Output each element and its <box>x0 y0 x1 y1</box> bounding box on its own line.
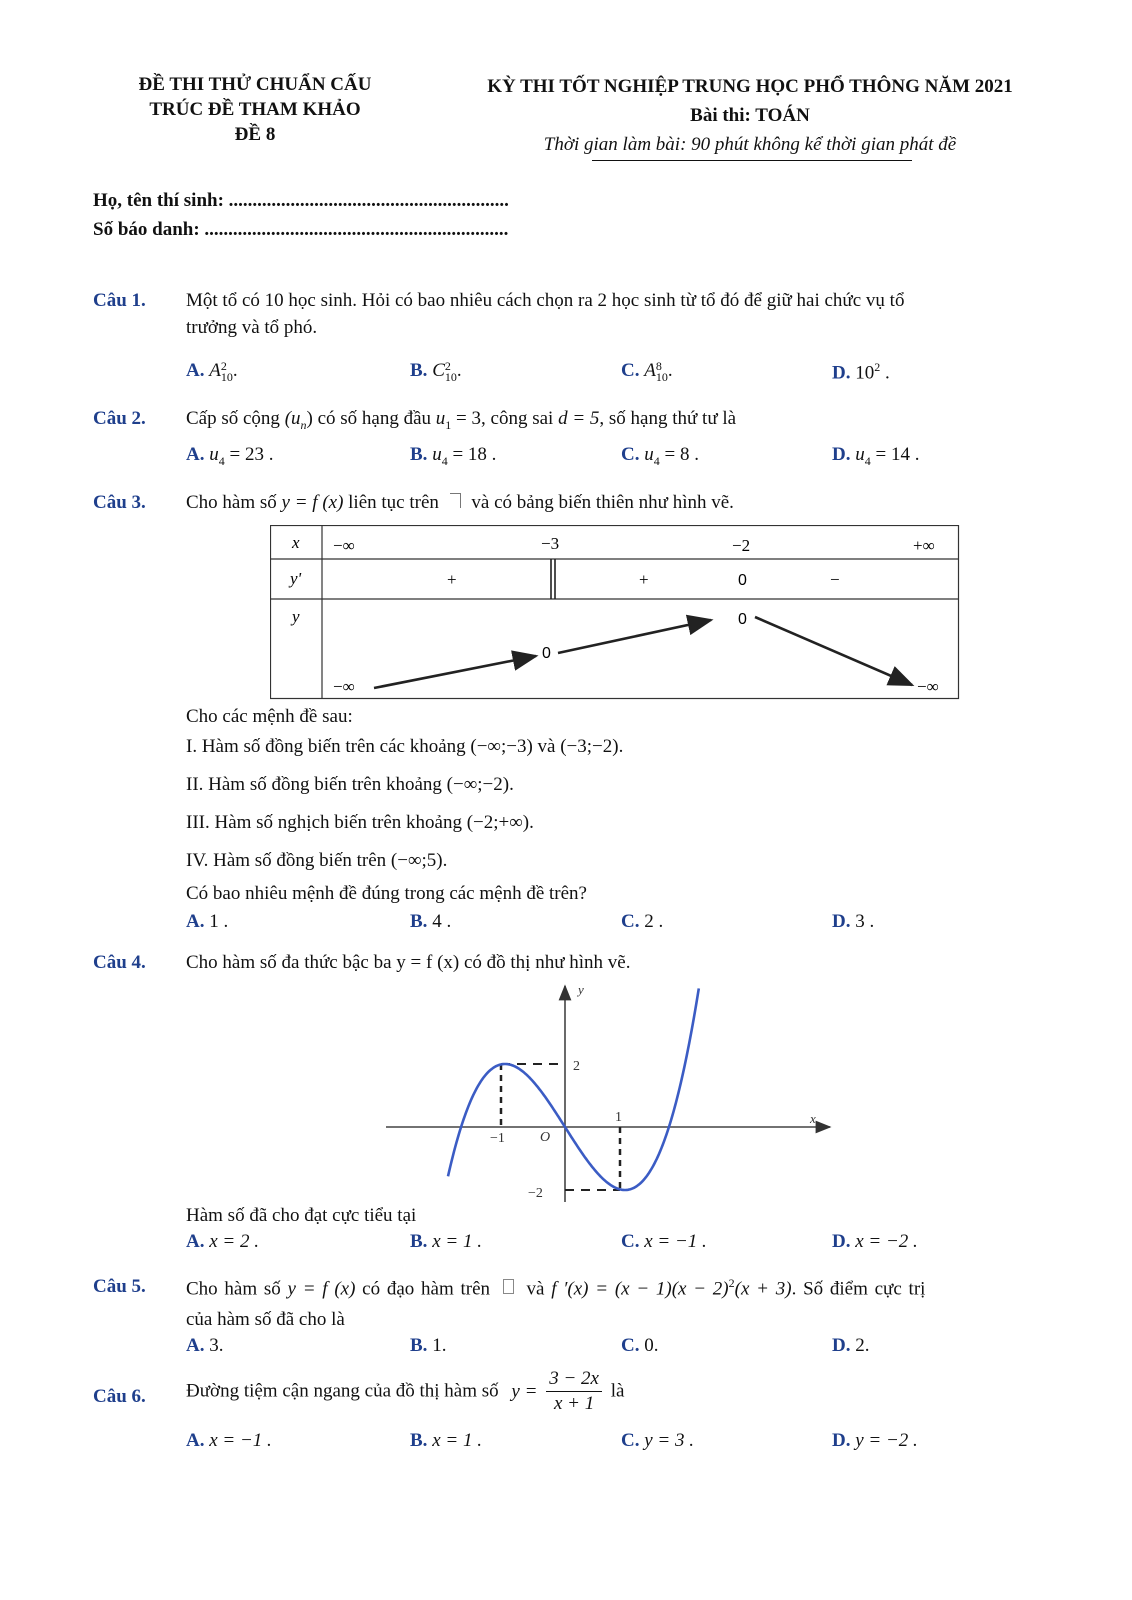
q4-label: Câu 4. <box>93 952 146 973</box>
q5-label: Câu 5. <box>93 1276 146 1297</box>
missing-glyph-icon <box>450 493 461 508</box>
student-id-dots: ................................................................ <box>204 219 509 240</box>
q2-option-c[interactable]: C. $u_4 = 8$ . <box>621 444 699 468</box>
q1-option-b[interactable]: B. C 2 10 . <box>410 358 462 384</box>
vt-y-label: y <box>292 607 300 626</box>
q2-option-d[interactable]: D. $u_4 = 14$ . <box>832 444 920 468</box>
vt-x-val-1: −3 <box>541 534 560 553</box>
student-name-row <box>93 190 509 212</box>
graph-tick-neg1: −1 <box>490 1131 505 1146</box>
variation-table <box>270 525 960 700</box>
q6-option-d[interactable]: D. y = −2 . <box>832 1430 918 1451</box>
q4-option-c[interactable]: C. x = −1 . <box>621 1231 707 1252</box>
exam-title: KỲ THI TỐT NGHIỆP TRUNG HỌC PHỔ THÔNG NĂM 2021 <box>487 76 1013 97</box>
q3-label: Câu 3. <box>93 492 146 513</box>
vt-x-val-0: −∞ <box>333 536 355 555</box>
vt-y-val-3: −∞ <box>917 677 939 696</box>
header-right <box>430 72 1070 159</box>
vt-y-val-1: 0 <box>542 645 551 662</box>
vt-y-val-2: 0 <box>738 611 747 628</box>
q3-statement-1: I. Hàm số đồng biến trên các khoảng (−∞;−3) và (−3;−2). <box>186 736 624 757</box>
q6-option-a[interactable]: A. x = −1 . <box>186 1430 272 1451</box>
q3-question: Có bao nhiêu mệnh đề đúng trong các mệnh đề trên? <box>186 883 587 904</box>
header-left-line1: ĐỀ THI THỬ CHUẨN CẤU <box>138 74 372 95</box>
q1-option-a[interactable]: A. A 2 10 . <box>186 358 238 384</box>
q4-text: Cho hàm số đa thức bậc ba y = f (x) có đồ thị như hình vẽ. <box>186 952 631 973</box>
q4-question: Hàm số đã cho đạt cực tiểu tại <box>186 1205 417 1226</box>
cubic-curve <box>448 988 699 1190</box>
q3-statement-3: III. Hàm số nghịch biến trên khoảng (−2;+∞). <box>186 812 534 833</box>
q3-statement-4: IV. Hàm số đồng biến trên (−∞;5). <box>186 850 448 871</box>
q4-option-d[interactable]: D. x = −2 . <box>832 1231 918 1252</box>
student-id-row <box>93 219 508 241</box>
vt-x-label: x <box>292 533 300 552</box>
q3-statement-2: II. Hàm số đồng biến trên khoảng (−∞;−2). <box>186 774 514 795</box>
q1-label: Câu 1. <box>93 290 146 311</box>
q6-option-c[interactable]: C. y = 3 . <box>621 1430 694 1451</box>
vt-yp-label: y' <box>290 569 302 588</box>
graph-tick-neg2: −2 <box>528 1186 543 1201</box>
q1-text-1: Một tổ có 10 học sinh. Hỏi có bao nhiêu cách chọn ra 2 học sinh từ tổ đó để giữ hai chức vụ tổ <box>186 290 905 311</box>
vt-y-val-0: −∞ <box>333 677 355 696</box>
q5-option-b[interactable]: B. 1. <box>410 1335 447 1356</box>
vt-x-val-3: +∞ <box>913 536 935 555</box>
vt-yp-val-0: + <box>447 570 457 589</box>
q3-option-a[interactable]: A. 1 . <box>186 911 229 932</box>
q6-option-b[interactable]: B. x = 1 . <box>410 1430 482 1451</box>
graph-tick-1: 1 <box>615 1110 622 1125</box>
q5-text: Cho hàm số y = f (x) có đạo hàm trên và f $'(x) = (x - 1)(x - 2)^2(x + 3)$. Số điểm cực trị <box>186 1276 926 1300</box>
cubic-graph <box>380 982 840 1204</box>
q3-option-d[interactable]: D. 3 . <box>832 911 875 932</box>
header-underline <box>592 160 912 161</box>
vt-yp-val-1: + <box>639 570 649 589</box>
q5-option-d[interactable]: D. 2. <box>832 1335 870 1356</box>
student-name-label: Họ, tên thí sinh: <box>93 190 224 211</box>
vt-yp-val-3: − <box>830 570 840 589</box>
q1-text-2: trưởng và tổ phó. <box>186 317 318 338</box>
graph-tick-2: 2 <box>573 1059 580 1074</box>
q5-option-a[interactable]: A. 3. <box>186 1335 224 1356</box>
q2-text: Cấp số cộng $(u_n)$ có số hạng đầu $u_1 = 3$, công sai d = 5, số hạng thứ tư là <box>186 408 737 432</box>
q6-label: Câu 6. <box>93 1386 146 1407</box>
q2-option-a[interactable]: A. $u_4 = 23$ . <box>186 444 274 468</box>
q4-option-b[interactable]: B. x = 1 . <box>410 1231 482 1252</box>
q3-option-c[interactable]: C. 2 . <box>621 911 664 932</box>
student-name-dots: ........................................................... <box>228 190 509 211</box>
q3-option-b[interactable]: B. 4 . <box>410 911 452 932</box>
q1-option-d[interactable]: D. $10^2$ . <box>832 360 890 384</box>
header-left-line3: ĐỀ 8 <box>234 124 276 145</box>
vt-yp-val-2: 0 <box>738 572 747 589</box>
q5-text-2: của hàm số đã cho là <box>186 1309 345 1330</box>
graph-x-label: x <box>810 1111 816 1126</box>
q3-text: Cho hàm số y = f (x) liên tục trên và có bảng biến thiên như hình vẽ. <box>186 492 734 513</box>
graph-y-label: y <box>578 982 584 997</box>
time-limit: Thời gian làm bài: 90 phút không kể thời gian phát đề <box>543 134 957 155</box>
student-id-label: Số báo danh: <box>93 219 200 240</box>
q2-label: Câu 2. <box>93 408 146 429</box>
q3-intro: Cho các mệnh đề sau: <box>186 706 353 727</box>
q2-option-b[interactable]: B. $u_4 = 18$ . <box>410 444 497 468</box>
q4-option-a[interactable]: A. x = 2 . <box>186 1231 259 1252</box>
header-left-line2: TRÚC ĐỀ THAM KHẢO <box>149 99 361 120</box>
graph-origin: O <box>540 1130 551 1145</box>
subject: Bài thi: TOÁN <box>690 105 810 126</box>
header-left <box>100 72 410 147</box>
q6-text: Đường tiệm cận ngang của đồ thị hàm số y = $\frac{3 - 2x}{x + 1}$ là <box>186 1368 625 1414</box>
q6-fraction: $\frac{3 - 2x}{x + 1}$ <box>546 1367 602 1416</box>
q5-option-c[interactable]: C. 0. <box>621 1335 659 1356</box>
missing-glyph-icon <box>503 1279 514 1294</box>
vt-x-val-2: −2 <box>732 536 751 555</box>
q1-option-c[interactable]: C. A 8 10 . <box>621 358 673 384</box>
